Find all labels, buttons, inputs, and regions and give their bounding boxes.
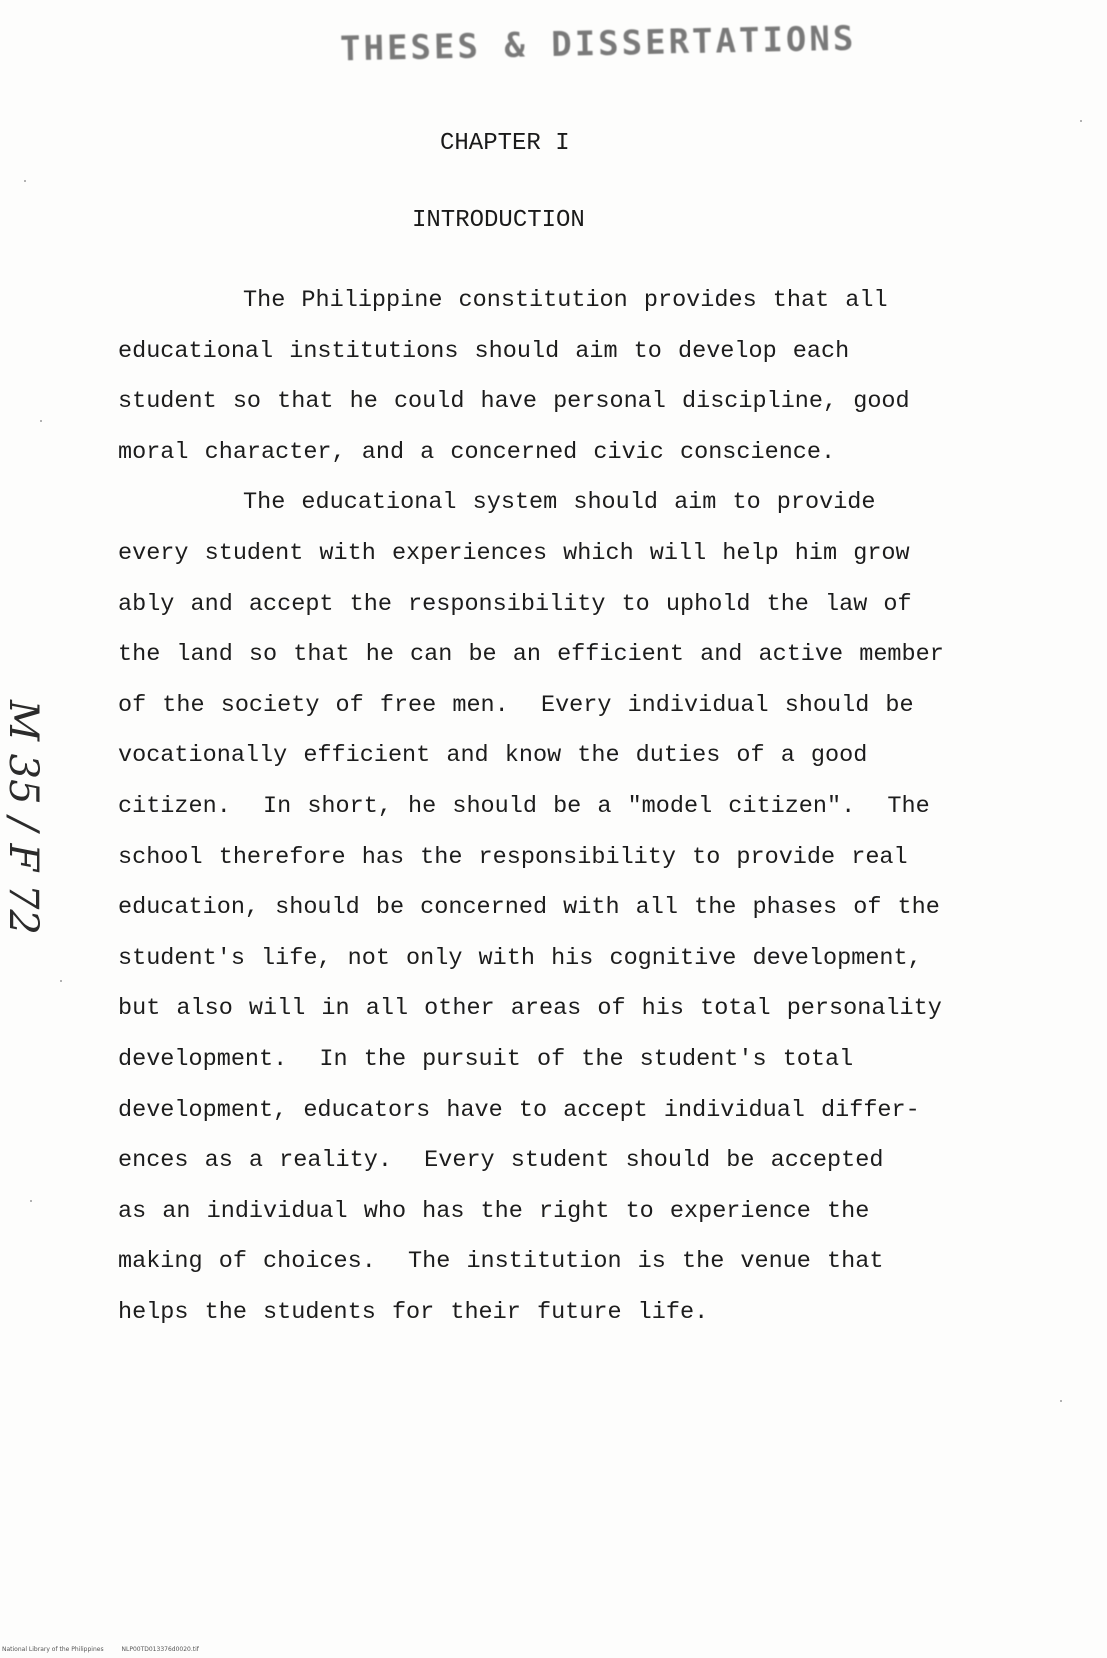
text-line: the land so that he can be an efficient and active member: [118, 641, 944, 669]
text-line: educational institutions should aim to develop each: [118, 337, 850, 365]
scan-footer: [2, 1646, 215, 1653]
archive-stamp: THESES & DISSERTATIONS: [339, 18, 857, 70]
handwritten-margin-note: M 35 / F 72: [0, 700, 46, 935]
text-line: ably and accept the responsibility to uphold the law of: [118, 590, 912, 618]
scan-speck: [24, 180, 26, 182]
text-line: as an individual who has the right to experience the: [118, 1197, 870, 1225]
footer-file-id: NLP00TD013376d0020.tif: [121, 1646, 199, 1653]
scan-speck: [30, 1200, 32, 1202]
text-line: vocationally efficient and know the duties of a good: [118, 742, 868, 770]
text-line: ences as a reality. Every student should be accepted: [118, 1147, 884, 1175]
chapter-title: CHAPTER I: [440, 130, 570, 157]
text-line: citizen. In short, he should be a "model citizen". The: [118, 792, 930, 820]
text-line: but also will in all other areas of his total personality: [118, 995, 942, 1023]
text-line: The Philippine constitution provides that all: [243, 287, 888, 314]
text-line: The educational system should aim to provide: [243, 489, 876, 517]
footer-library: National Library of the Philippines: [2, 1646, 104, 1653]
text-line: helps the students for their future life.: [118, 1298, 709, 1326]
section-heading: INTRODUCTION: [412, 207, 585, 234]
text-line: development, educators have to accept individual differ-: [118, 1096, 920, 1124]
text-line: development. In the pursuit of the student's total: [118, 1045, 854, 1073]
text-line: student so that he could have personal discipline, good: [118, 388, 910, 416]
body-text: [118, 276, 1018, 1338]
text-line: every student with experiences which will help him grow: [118, 539, 910, 567]
text-line: moral character, and a concerned civic conscience.: [118, 438, 836, 466]
text-line: of the society of free men. Every individual should be: [118, 691, 914, 719]
scan-speck: [1080, 120, 1082, 122]
text-line: student's life, not only with his cognitive development,: [118, 944, 922, 972]
text-line: education, should be concerned with all the phases of the: [118, 894, 940, 922]
text-line: making of choices. The institution is the venue that: [118, 1248, 884, 1276]
scan-speck: [60, 980, 62, 982]
scan-speck: [40, 420, 42, 422]
scan-speck: [1060, 1400, 1062, 1402]
text-line: school therefore has the responsibility to provide real: [118, 843, 908, 871]
